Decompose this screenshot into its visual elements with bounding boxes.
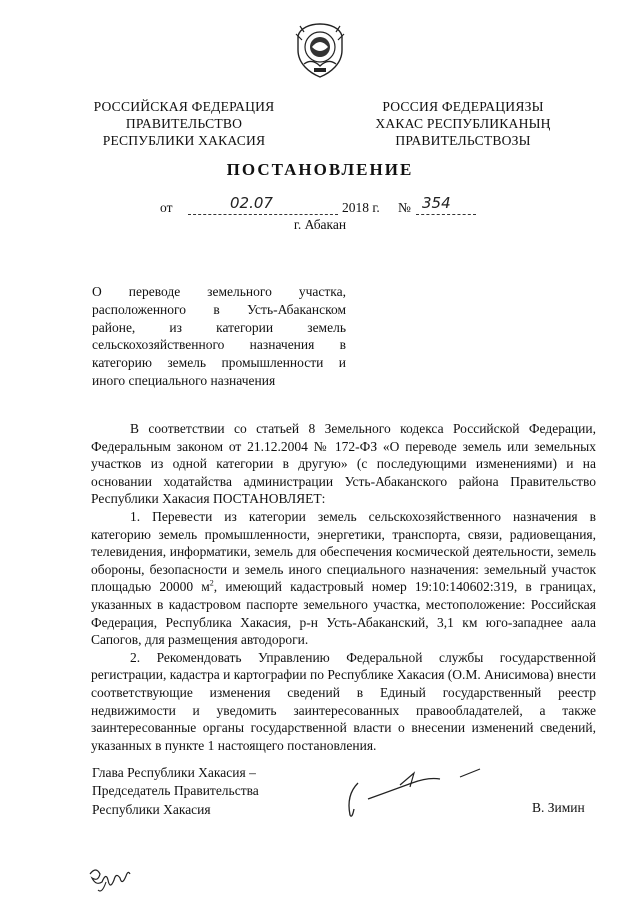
subject-line: категорию земель промышленности и bbox=[92, 355, 346, 371]
handwritten-initials-icon bbox=[86, 860, 136, 898]
date-year: 2018 г. bbox=[342, 200, 380, 215]
header-left-line: ПРАВИТЕЛЬСТВО bbox=[125, 116, 243, 131]
body-paragraph-item-2: 2. Рекомендовать Управлению Федеральной службы государственной регистрации, кадастра и картографии по Республике Хакасия (О.М. Анисимова) внести соответствующие изменения сведений в Единый государственный реестр недвижимости и уведомить заинтересованных правообладателей, а также заинтересованные органы государственной власти о внесении изменений сведений, указанных в пункте 1 настоящего постановления. bbox=[91, 649, 596, 753]
number-underline bbox=[416, 214, 476, 215]
signature-title-line: Республики Хакасия bbox=[92, 801, 211, 817]
signature-title bbox=[92, 764, 312, 819]
header-left bbox=[74, 98, 294, 149]
handwritten-number: 354 bbox=[422, 194, 451, 212]
handwritten-signature-icon bbox=[340, 765, 490, 825]
handwritten-date: 02.07 bbox=[230, 194, 273, 212]
city-line: г. Абакан bbox=[293, 217, 347, 232]
header-left-line: РЕСПУБЛИКИ ХАКАСИЯ bbox=[102, 133, 266, 148]
header-left-line: РОССИЙСКАЯ ФЕДЕРАЦИЯ bbox=[93, 99, 275, 114]
subject-line: расположенного в Усть-Абаканском bbox=[92, 301, 346, 317]
header-right-line: РОССИЯ ФЕДЕРАЦИЯЗЫ bbox=[382, 99, 544, 114]
header-right bbox=[352, 98, 574, 149]
item-1-text-start: 1. Перевести из категории земель сельскохозяйственного назначения в категорию земель промышленности, энергетики, транспорта, связи, радиовещания, телевидения, информатики, земель для обеспечения космической деятельности, земель обороны, безопасности и земель иного специального назначения: земельный участок площадью 20000 м bbox=[91, 508, 596, 595]
document-subject bbox=[92, 283, 346, 390]
signatory-name: В. Зимин bbox=[532, 800, 585, 815]
number-sign: № bbox=[398, 200, 411, 215]
body-paragraph-item-1 bbox=[91, 508, 596, 649]
area-unit-superscript: 2 bbox=[209, 578, 214, 588]
body-paragraph: В соответствии со статьей 8 Земельного кодекса Российской Федерации, Федеральным законом от 21.12.2004 № 172-ФЗ «О переводе земель или земельных участков из одной категории в другую» (с последующими изменениями) и на основании ходатайства администрации Усть-Абаканского района Правительство Республики Хакасия ПОСТАНОВЛЯЕТ: bbox=[91, 421, 596, 507]
date-underline bbox=[188, 214, 338, 215]
header-right-line: ПРАВИТЕЛЬСТВОЗЫ bbox=[395, 133, 531, 148]
document-title: ПОСТАНОВЛЕНИЕ bbox=[226, 160, 414, 179]
coat-of-arms-icon bbox=[290, 20, 350, 80]
date-prefix: от bbox=[160, 200, 173, 215]
subject-line: сельскохозяйственного назначения в bbox=[92, 337, 346, 353]
subject-line: иного специального назначения bbox=[92, 372, 276, 388]
item-1-text-end: , имеющий кадастровый номер 19:10:140602:319, в границах, указанных в кадастровом паспорте земельного участка, местоположение: Российская Федерация, Республика Хакасия, р-н Усть-Абаканский, 3,1 км юго-западнее аала Сапогов, для размещения автодороги. bbox=[91, 579, 596, 648]
document-body bbox=[91, 420, 596, 754]
subject-line: районе, из категории земель bbox=[92, 319, 346, 335]
subject-line: О переводе земельного участка, bbox=[92, 284, 346, 299]
signature-title-line: Глава Республики Хакасия – bbox=[92, 765, 256, 780]
signature-title-line: Председатель Правительства bbox=[92, 783, 259, 799]
header-right-line: ХАКАС РЕСПУБЛИКАНЫҢ bbox=[375, 116, 551, 131]
